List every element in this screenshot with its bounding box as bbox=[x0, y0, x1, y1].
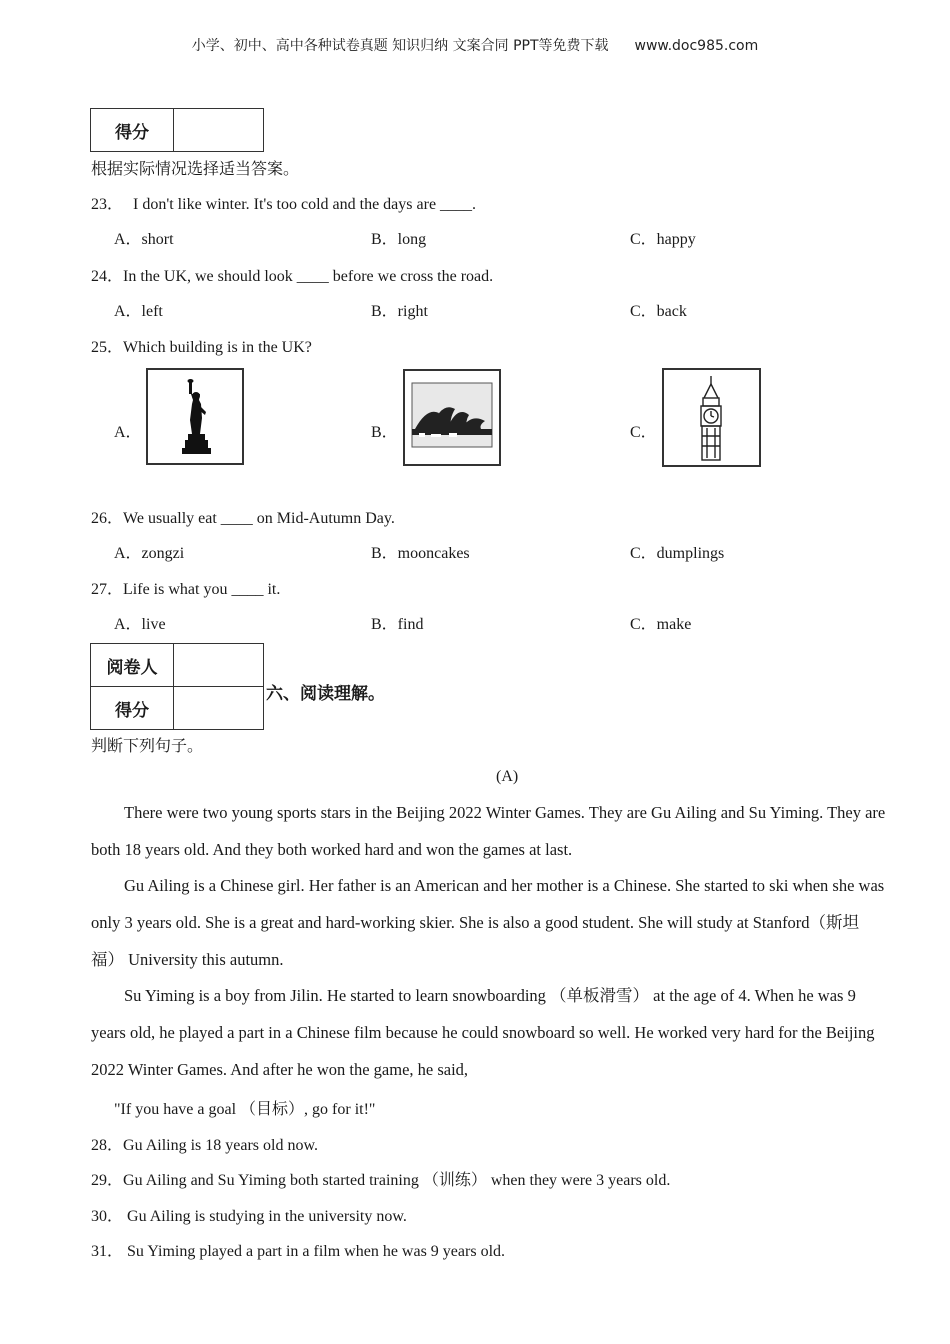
statement-number: 28． bbox=[91, 1137, 124, 1154]
option-a[interactable]: A．left bbox=[114, 303, 163, 320]
statement-number: 30． bbox=[91, 1208, 124, 1225]
section6-title: 六、阅读理解。 bbox=[266, 684, 385, 704]
sydney-opera-house-icon bbox=[405, 371, 499, 464]
paragraph-text: Gu Ailing is a Chinese girl. Her father is an American and her mother is a Chinese. She started to ski when she was only 3 years old. She is a great and hard-working skier. She is also a good student. She will study at Stanford（斯坦福） University this autumn. bbox=[91, 876, 885, 969]
option-c[interactable]: C．dumplings bbox=[630, 545, 725, 562]
page-header bbox=[0, 35, 950, 55]
option-a[interactable]: A．zongzi bbox=[114, 545, 185, 562]
header-url: www.doc985.com bbox=[634, 38, 759, 54]
question-24 bbox=[91, 263, 493, 286]
paragraph-text: Su Yiming is a boy from Jilin. He started to learn snowboarding （单板滑雪） at the age of 4. When he was 9 years old, he played a part in a Chinese film because he could snowboard so well. He worked very hard for the Beijing 2022 Winter Games. And after he won the game, he said, bbox=[91, 986, 875, 1079]
picture-a[interactable] bbox=[146, 368, 244, 465]
reviewer-score-table bbox=[90, 643, 264, 730]
question-number: 23． bbox=[91, 196, 124, 213]
passage-paragraph-3 bbox=[91, 977, 891, 1088]
statement-31 bbox=[91, 1238, 505, 1261]
statement-text: Gu Ailing is 18 years old now. bbox=[123, 1137, 318, 1154]
passage-quote: "If you have a goal （目标）, go for it!" bbox=[114, 1101, 376, 1118]
question-text: In the UK, we should look ____ before we cross the road. bbox=[123, 268, 494, 285]
score-table bbox=[90, 108, 264, 152]
question-number: 27． bbox=[91, 581, 124, 598]
statue-of-liberty-icon bbox=[148, 370, 242, 463]
passage-label: (A) bbox=[496, 768, 519, 785]
reviewer-box[interactable] bbox=[174, 644, 264, 687]
option-c[interactable]: C．happy bbox=[630, 231, 696, 248]
question-number: 25． bbox=[91, 339, 124, 356]
option-c[interactable]: C． bbox=[630, 424, 657, 441]
question-27 bbox=[91, 576, 280, 599]
option-a[interactable]: A．live bbox=[114, 616, 166, 633]
score-label: 得分 bbox=[91, 109, 174, 152]
question-26 bbox=[91, 505, 395, 528]
reviewer-label: 阅卷人 bbox=[91, 644, 174, 687]
option-b[interactable]: B． bbox=[371, 424, 398, 441]
statement-30 bbox=[91, 1203, 407, 1226]
score-box[interactable] bbox=[174, 687, 264, 730]
option-c[interactable]: C．make bbox=[630, 616, 692, 633]
option-b[interactable]: B．find bbox=[371, 616, 424, 633]
section5-instruction: 根据实际情况选择适当答案。 bbox=[91, 159, 300, 178]
question-25 bbox=[91, 334, 312, 357]
passage-paragraph-2 bbox=[91, 867, 891, 978]
statement-29 bbox=[91, 1167, 670, 1190]
question-text: I don't like winter. It's too cold and the days are ____. bbox=[133, 196, 477, 213]
question-number: 24． bbox=[91, 268, 124, 285]
option-a[interactable]: A．short bbox=[114, 231, 174, 248]
question-text: Life is what you ____ it. bbox=[123, 581, 281, 598]
option-b[interactable]: B．right bbox=[371, 303, 428, 320]
question-23 bbox=[91, 191, 476, 214]
score-box[interactable] bbox=[174, 109, 264, 152]
passage-paragraph-1 bbox=[91, 794, 891, 868]
option-b[interactable]: B．mooncakes bbox=[371, 545, 470, 562]
option-c[interactable]: C．back bbox=[630, 303, 687, 320]
header-text: 小学、初中、高中各种试卷真题 知识归纳 文案合同 PPT等免费下载 bbox=[191, 38, 609, 54]
picture-b[interactable] bbox=[403, 369, 501, 466]
paragraph-text: There were two young sports stars in the Beijing 2022 Winter Games. They are Gu Ailing and Su Yiming. They are both 18 years old. And they both worked hard and won the games at last. bbox=[91, 803, 886, 859]
statement-text: Gu Ailing and Su Yiming both started training （训练） when they were 3 years old. bbox=[123, 1172, 671, 1189]
statement-number: 29． bbox=[91, 1172, 124, 1189]
big-ben-icon bbox=[664, 370, 759, 465]
statement-text: Gu Ailing is studying in the university now. bbox=[123, 1208, 407, 1225]
question-text: We usually eat ____ on Mid-Autumn Day. bbox=[123, 510, 395, 527]
section6-instruction: 判断下列句子。 bbox=[91, 736, 204, 755]
picture-c[interactable] bbox=[662, 368, 761, 467]
statement-number: 31． bbox=[91, 1243, 124, 1260]
option-a[interactable]: A． bbox=[114, 424, 142, 441]
statement-28 bbox=[91, 1132, 318, 1155]
score-label: 得分 bbox=[91, 687, 174, 730]
question-number: 26． bbox=[91, 510, 124, 527]
statement-text: Su Yiming played a part in a film when he was 9 years old. bbox=[123, 1243, 506, 1260]
question-text: Which building is in the UK? bbox=[123, 339, 312, 356]
option-b[interactable]: B．long bbox=[371, 231, 427, 248]
